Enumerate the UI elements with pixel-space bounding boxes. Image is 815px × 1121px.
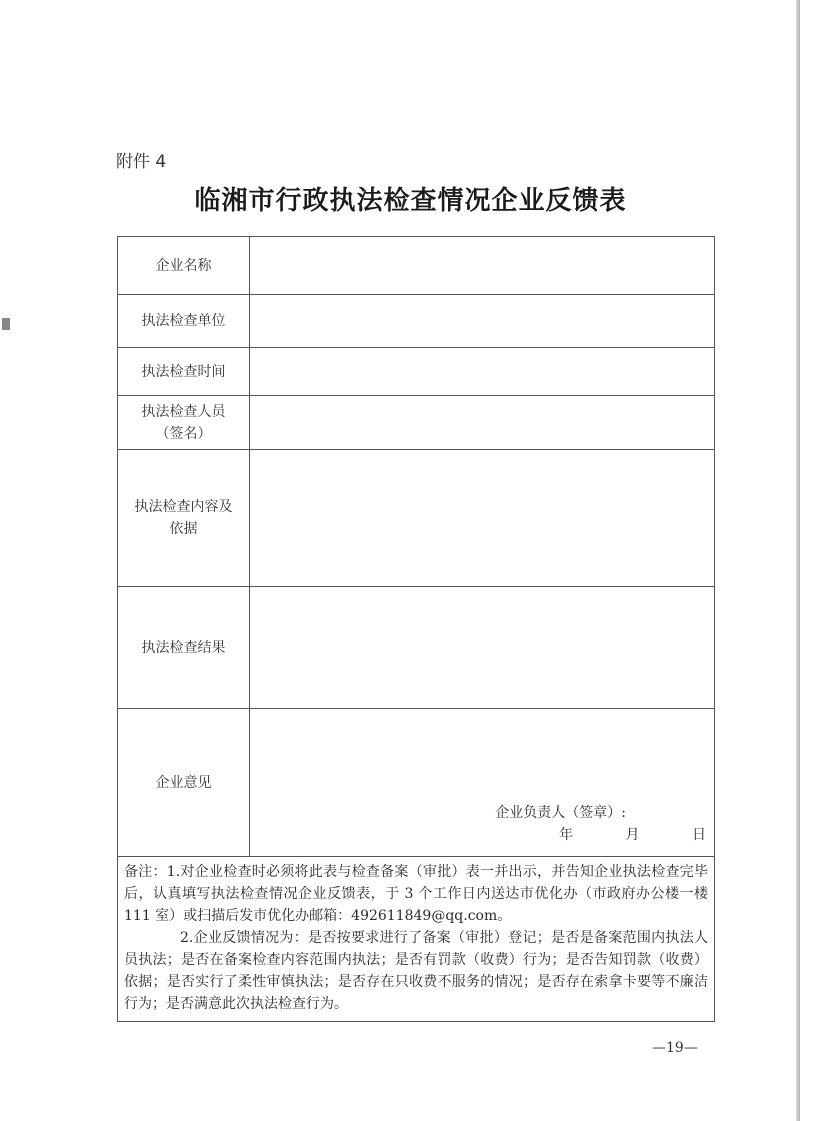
document-title: 临湘市行政执法检查情况企业反馈表 [194, 186, 627, 216]
label-inspection-result: 执法检查结果 [118, 587, 250, 709]
label-inspection-time: 执法检查时间 [118, 348, 250, 396]
attachment-label: 附件 4 [116, 152, 167, 172]
date-year: 年 [559, 827, 574, 843]
date-day: 日 [692, 827, 706, 843]
row-company-opinion [118, 709, 715, 857]
field-company-name[interactable] [250, 237, 715, 295]
field-inspection-unit[interactable] [250, 295, 715, 348]
label-company-opinion: 企业意见 [118, 709, 250, 857]
label-inspectors: 执法检查人员 （签名） [118, 396, 250, 450]
label-inspection-content: 执法检查内容及 依据 [118, 450, 250, 587]
field-inspection-result[interactable] [250, 587, 715, 709]
field-company-opinion[interactable] [250, 709, 715, 857]
scan-edge [796, 0, 800, 1121]
scan-mark [2, 318, 10, 330]
row-inspection-time [118, 348, 715, 396]
row-inspection-content [118, 450, 715, 587]
row-company-name [118, 237, 715, 295]
field-inspectors-signature[interactable] [250, 396, 715, 450]
date-month: 月 [625, 827, 640, 843]
row-inspection-unit [118, 295, 715, 348]
field-inspection-content[interactable] [250, 450, 715, 587]
signature-block [250, 802, 714, 856]
signature-label: 企业负责人（签章）: [495, 805, 626, 821]
row-inspectors [118, 396, 715, 450]
notes [118, 857, 715, 1022]
feedback-form-table [117, 236, 715, 1022]
date-line [250, 824, 706, 846]
label-inspection-unit: 执法检查单位 [118, 295, 250, 348]
page-number: —19— [652, 1040, 698, 1056]
row-inspection-result [118, 587, 715, 709]
note-2: 2.企业反馈情况为：是否按要求进行了备案（审批）登记；是否是备案范围内执法人员执法；是否在备案检查内容范围内执法；是否有罚款（收费）行为；是否告知罚款（收费）依据；是否实行了柔性审慎执法；是否存在只收费不服务的情况；是否存在索拿卡要等不廉洁行为；是否满意此次执法检查行为。 [124, 930, 708, 1012]
row-notes [118, 857, 715, 1022]
label-company-name: 企业名称 [118, 237, 250, 295]
note-1: 备注：1.对企业检查时必须将此表与检查备案（审批）表一并出示，并告知企业执法检查完毕后，认真填写执法检查情况企业反馈表，于 3 个工作日内送达市优化办（市政府办公楼一楼 111 室）或扫描后发市优化办邮箱：492611849@qq.com。 [124, 864, 708, 924]
field-inspection-time[interactable] [250, 348, 715, 396]
